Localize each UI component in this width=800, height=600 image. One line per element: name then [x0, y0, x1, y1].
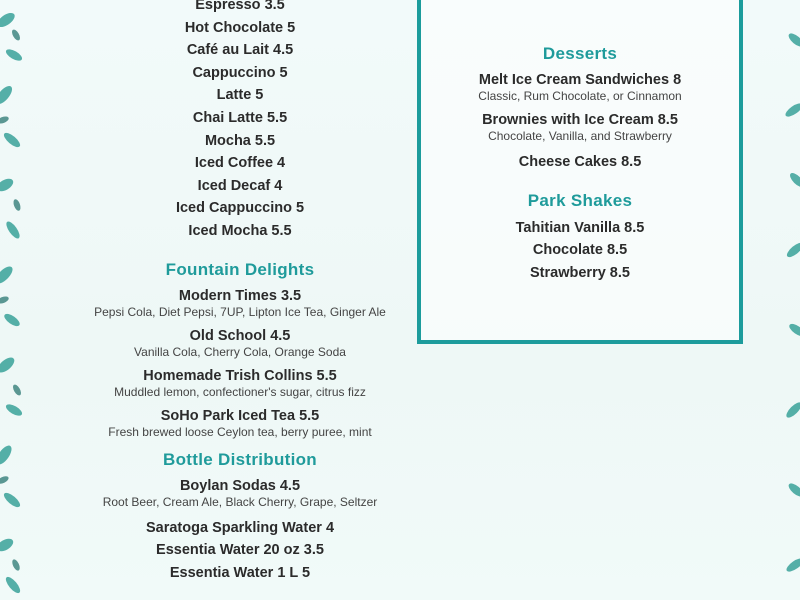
menu-item-description: Muddled lemon, confectioner's sugar, citrus fizz — [114, 384, 366, 399]
menu-item: Mocha 5.5 — [204, 132, 276, 149]
menu-item: Strawberry 8.5 — [530, 264, 630, 281]
fountain-title: Fountain Delights — [165, 259, 315, 279]
menu-item: Melt Ice Cream Sandwiches 8 — [478, 72, 682, 88]
menu-item-description: Chocolate, Vanilla, and Strawberry — [488, 129, 672, 143]
menu-item: Iced Cappuccino 5 — [175, 200, 305, 217]
menu-item: Old School 4.5 — [189, 327, 291, 344]
bottle-list — [40, 477, 440, 585]
menu-item-description: Fresh brewed loose Ceylon tea, berry puree, mint — [108, 424, 372, 439]
bottle-title: Bottle Distribution — [163, 449, 317, 469]
menu-item-description: Pepsi Cola, Diet Pepsi, 7UP, Lipton Ice Tea, Ginger Ale — [94, 304, 386, 319]
desserts-box — [417, 0, 743, 344]
menu-item: Essentia Water 20 oz 3.5 — [156, 542, 324, 559]
left-leaf-border — [0, 0, 24, 600]
shakes-title: Park Shakes — [527, 190, 633, 210]
coffee-list — [40, 0, 440, 243]
menu-item: Cheese Cakes 8.5 — [518, 154, 642, 170]
menu-item: SoHo Park Iced Tea 5.5 — [160, 407, 320, 424]
menu-item: Cappuccino 5 — [192, 64, 288, 81]
desserts-list — [421, 71, 739, 174]
menu-item-description: Vanilla Cola, Cherry Cola, Orange Soda — [134, 344, 346, 359]
left-menu-column — [40, 0, 440, 584]
right-leaf-border — [784, 0, 800, 600]
menu-item: Café au Lait 4.5 — [186, 42, 294, 59]
menu-item: Homemade Trish Collins 5.5 — [143, 367, 337, 384]
menu-item: Chocolate 8.5 — [532, 242, 628, 259]
menu-item: Modern Times 3.5 — [178, 287, 302, 304]
menu-item: Hot Chocolate 5 — [184, 19, 296, 36]
menu-item: Iced Coffee 4 — [194, 155, 286, 172]
menu-item: Iced Decaf 4 — [197, 177, 283, 194]
menu-item: Essentia Water 1 L 5 — [169, 564, 311, 581]
desserts-title: Desserts — [542, 44, 618, 63]
shakes-list — [421, 217, 739, 285]
menu-item-description: Root Beer, Cream Ale, Black Cherry, Grape, Seltzer — [102, 494, 378, 509]
menu-item: Tahitian Vanilla 8.5 — [515, 219, 645, 236]
menu-item: Iced Mocha 5.5 — [188, 222, 292, 239]
menu-item-description: Classic, Rum Chocolate, or Cinnamon — [478, 89, 682, 103]
menu-item: Boylan Sodas 4.5 — [179, 477, 301, 494]
fountain-list — [40, 287, 440, 439]
menu-item: Espresso 3.5 — [195, 0, 285, 13]
menu-item: Chai Latte 5.5 — [192, 109, 288, 126]
menu-item: Latte 5 — [216, 87, 264, 104]
menu-item: Brownies with Ice Cream 8.5 — [482, 112, 678, 128]
menu-item: Saratoga Sparkling Water 4 — [145, 519, 335, 536]
